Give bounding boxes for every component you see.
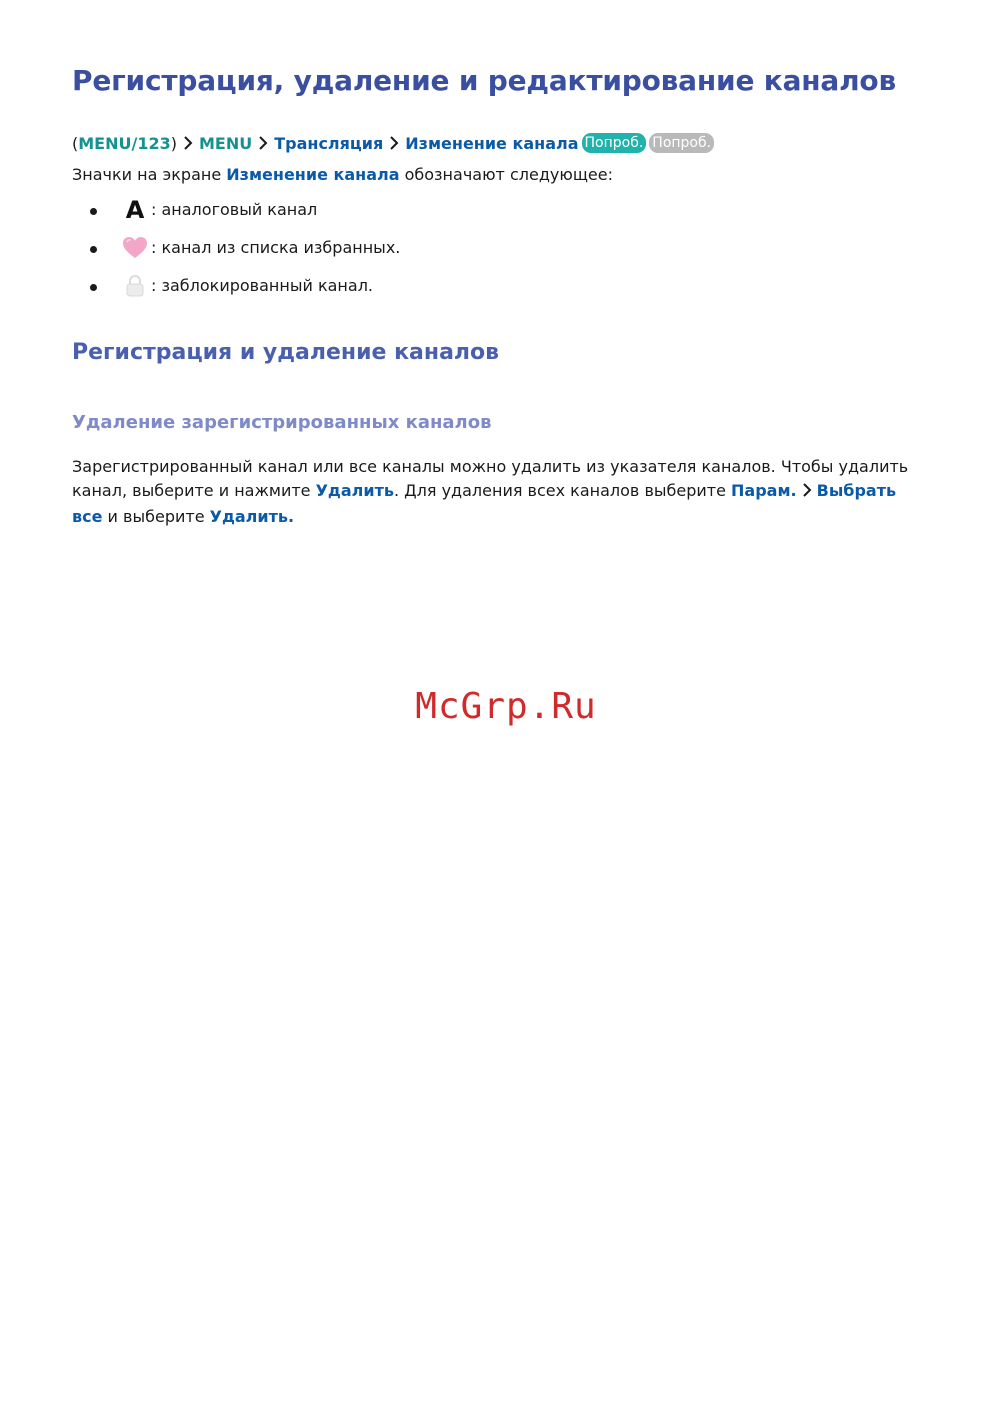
legend-text: : канал из списка избранных. (151, 238, 401, 257)
para-text: . Для удаления всех каналов выберите (393, 481, 732, 500)
breadcrumb-close-paren: ) (170, 133, 177, 153)
breadcrumb-menu123[interactable]: MENU/123 (78, 133, 171, 153)
para-text: . (288, 507, 295, 526)
intro-text (72, 165, 613, 184)
chevron-right-icon (257, 135, 269, 151)
try-now-button-disabled[interactable]: Попроб. (649, 133, 714, 153)
intro-screen-name: Изменение канала (226, 165, 400, 184)
select-all-option: Выбрать все (72, 481, 897, 526)
bullet-icon (90, 208, 97, 215)
breadcrumb-edit-channel[interactable]: Изменение канала (405, 133, 579, 153)
breadcrumb-broadcast[interactable]: Трансляция (274, 133, 384, 153)
breadcrumb-open-paren: ( (72, 133, 79, 153)
chevron-right-icon (182, 135, 194, 151)
chevron-right-icon (801, 481, 813, 505)
intro-after: обозначают следующее: (399, 165, 613, 184)
bullet-icon (90, 284, 97, 291)
delete-option: Удалить (209, 507, 288, 526)
try-now-button[interactable]: Попроб. (582, 133, 647, 153)
para-text: Зарегистрированный канал или все каналы можно удалить из указателя каналов. Чтобы удалить канал, выберите и нажмите (72, 457, 909, 500)
subsection-title: Удаление зарегистрированных каналов (72, 412, 492, 433)
letter-a-icon: A (125, 196, 145, 224)
heart-icon (122, 234, 148, 262)
lock-icon (122, 272, 148, 300)
section-title: Регистрация и удаление каналов (72, 340, 500, 365)
intro-before: Значки на экране (72, 165, 227, 184)
page-title: Регистрация, удаление и редактирование каналов (72, 64, 896, 97)
bullet-icon (90, 246, 97, 253)
breadcrumb-menu[interactable]: MENU (198, 133, 253, 153)
delete-option: Удалить (315, 481, 394, 500)
legend-text: : заблокированный канал. (151, 276, 373, 295)
options-option: Парам. (731, 481, 797, 500)
menu-path-breadcrumb (72, 133, 714, 153)
para-text: и выберите (102, 507, 210, 526)
watermark-text: McGrp.Ru (415, 686, 597, 727)
chevron-right-icon (388, 135, 400, 151)
legend-text: : аналоговый канал (151, 200, 318, 219)
body-paragraph (72, 455, 932, 529)
